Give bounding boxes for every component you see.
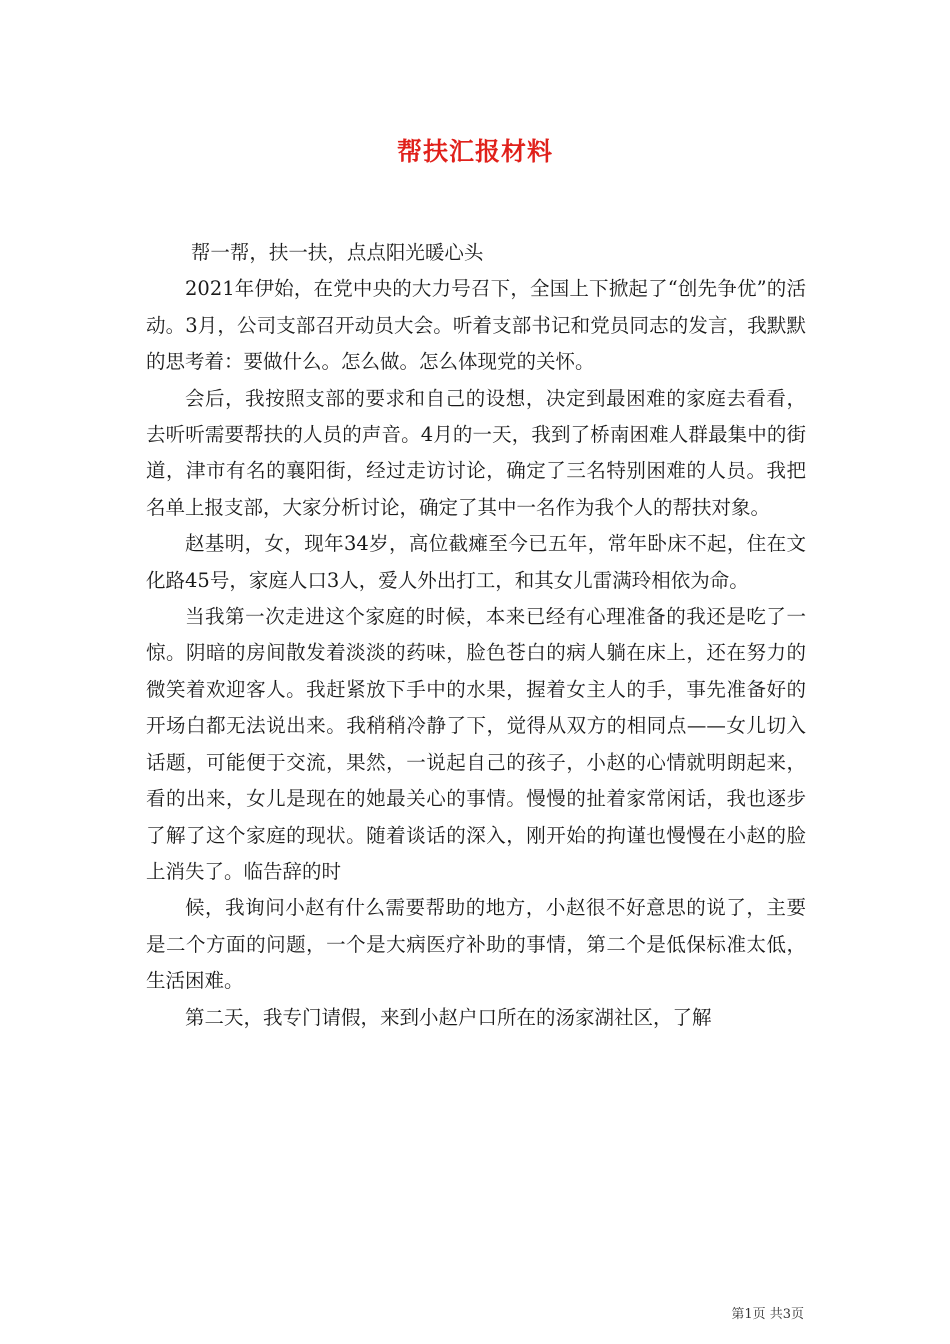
paragraph: 第二天，我专门请假，来到小赵户口所在的汤家湖社区，了解 (185, 1005, 712, 1029)
page-number: 第1页 共3页 (731, 1307, 804, 1322)
paragraph: 赵基明，女，现年34岁，高位截瘫至今已五年，常年卧床不起，住在文化路45号，家庭人口3人，爱人外出打工，和其女儿雷满玲相依为命。 (146, 532, 806, 592)
paragraph: 2021年伊始，在党中央的大力号召下，全国上下掀起了“创先争优”的活动。3月，公司支部召开动员大会。听着支部书记和党员同志的发言，我默默的思考着：要做什么。怎么做。怎么体现党的关怀。 (146, 277, 806, 374)
paragraph: 当我第一次走进这个家庭的时候，本来已经有心理准备的我还是吃了一惊。阴暗的房间散发着淡淡的药味，脸色苍白的病人躺在床上，还在努力的微笑着欢迎客人。我赶紧放下手中的水果，握着女主人的手，事先准备好的开场白都无法说出来。我稍稍冷静了下，觉得从双方的相同点——女儿切入话题，可能便于交流，果然，一说起自己的孩子，小赵的心情就明朗起来，看的出来，女儿是现在的她最关心的事情。慢慢的扯着家常闲话，我也逐步了解了这个家庭的现状。随着谈话的深入，刚开始的拘谨也慢慢在小赵的脸上消失了。临告辞的时 (146, 605, 806, 883)
document-body (146, 235, 806, 1036)
document-title: 帮扶汇报材料 (396, 137, 553, 166)
paragraph: 候，我询问小赵有什么需要帮助的地方，小赵很不好意思的说了，主要是二个方面的问题，一个是大病医疗补助的事情，第二个是低保标准太低，生活困难。 (146, 896, 806, 993)
document-subtitle: 帮一帮，扶一扶，点点阳光暖心头 (190, 241, 484, 264)
paragraph: 会后，我按照支部的要求和自己的设想，决定到最困难的家庭去看看，去听听需要帮扶的人员的声音。4月的一天，我到了桥南困难人群最集中的街道，津市有名的襄阳街，经过走访讨论，确定了三名特别困难的人员。我把名单上报支部，大家分析讨论，确定了其中一名作为我个人的帮扶对象。 (146, 386, 806, 519)
